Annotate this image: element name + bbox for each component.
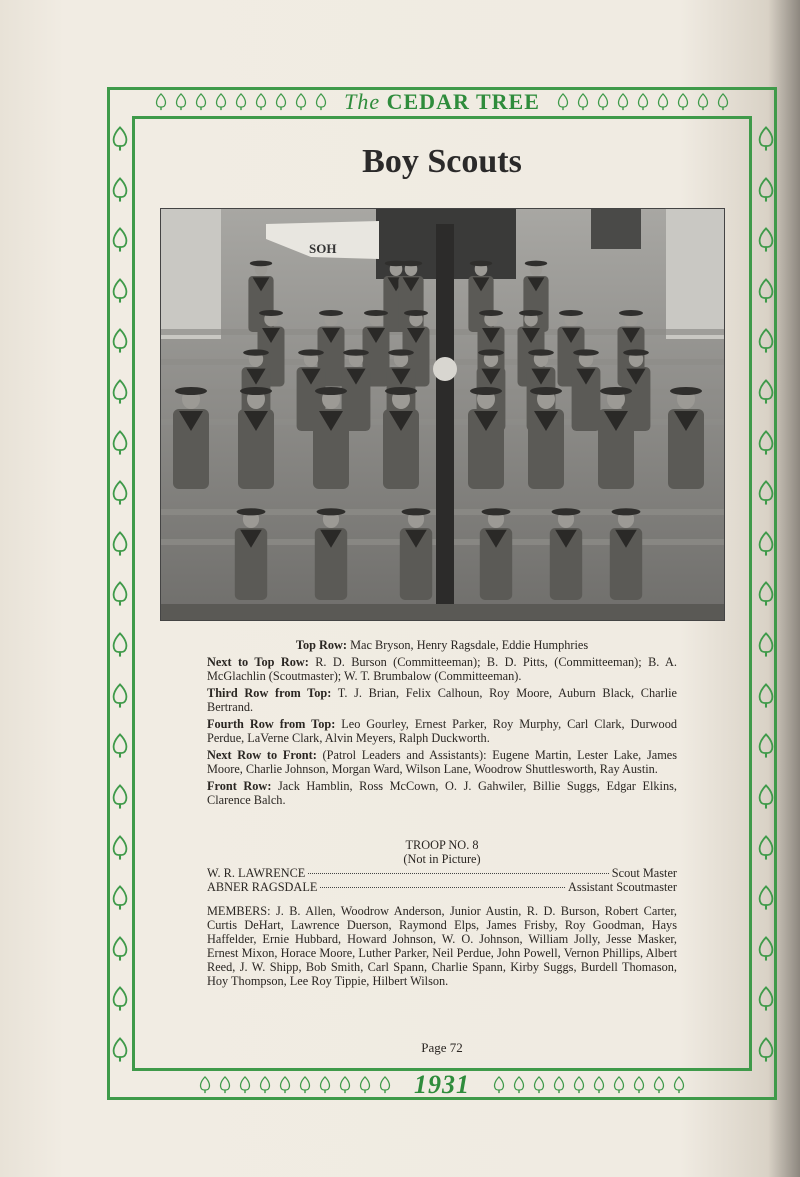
cedar-tree-icon — [238, 1076, 252, 1094]
footer-trees-right — [492, 1076, 686, 1094]
cedar-tree-icon — [757, 780, 775, 814]
cedar-tree-icon — [111, 932, 129, 966]
cedar-tree-icon — [111, 476, 129, 510]
cedar-tree-icon — [111, 679, 129, 713]
cedar-tree-icon — [258, 1076, 272, 1094]
cedar-tree-icon — [632, 1076, 646, 1094]
caption-text: (Patrol Leaders and Assistants): Eugene Martin, Lester Lake, James Moore, Charlie Johnson, Morgan Ward, Wilson Lane, Woodrow Shuttlesworth, Ray Austin. — [207, 748, 677, 776]
group-photo-image — [161, 209, 725, 621]
cedar-tree-icon — [757, 426, 775, 460]
cedar-tree-icon — [298, 1076, 312, 1094]
caption-row — [207, 686, 677, 714]
masthead-name: CEDAR TREE — [386, 89, 540, 114]
cedar-tree-icon — [492, 1076, 506, 1094]
cedar-tree-icon — [757, 729, 775, 763]
year: 1931 — [414, 1070, 470, 1099]
masthead-band — [112, 90, 772, 114]
caption-label: Next to Top Row: — [207, 655, 309, 669]
members-list: MEMBERS: J. B. Allen, Woodrow Anderson, Junior Austin, R. D. Burson, Robert Carter, Curtis DeHart, Lawrence Duerson, Raymond Elps, James Frisby, Roy Goodman, Hays Haffelder, Ernie Hubbard, Howard Johnson, W. O. Johnson, William Jolly, Jesse Masker, Ernest Mixon, Horace Moore, Luther Parker, Neil Perdue, John Powell, Vernon Phillips, Albert Reed, J. W. Shipp, Bob Smith, Carl Spann, Charlie Spann, Kirby Suggs, Burdell Thomason, Hoy Thompson, Lee Roy Tippie, Hilbert Wilson. — [207, 904, 677, 988]
troop-heading: TROOP NO. 8 — [405, 838, 479, 852]
cedar-tree-icon — [111, 780, 129, 814]
caption-text: Jack Hamblin, Ross McCown, O. J. Gahwiler, Billie Suggs, Edgar Elkins, Clarence Balch. — [207, 779, 677, 807]
caption-text: T. J. Brian, Felix Calhoun, Roy Moore, Auburn Black, Charlie Bertrand. — [207, 686, 677, 714]
caption-label: Front Row: — [207, 779, 272, 793]
cedar-tree-icon — [532, 1076, 546, 1094]
cedar-tree-icon — [757, 375, 775, 409]
caption-row — [207, 779, 677, 807]
footer-trees-left — [198, 1076, 392, 1094]
cedar-tree-icon — [111, 1033, 129, 1067]
cedar-tree-icon — [111, 274, 129, 308]
cedar-tree-icon — [612, 1076, 626, 1094]
cedar-tree-icon — [234, 93, 248, 111]
cedar-tree-icon — [111, 577, 129, 611]
dot-leader — [320, 887, 565, 888]
cedar-tree-icon — [652, 1076, 666, 1094]
cedar-tree-icon — [757, 274, 775, 308]
cedar-tree-icon — [194, 93, 208, 111]
cedar-tree-icon — [111, 881, 129, 915]
cedar-tree-icon — [757, 831, 775, 865]
cedar-tree-icon — [757, 982, 775, 1016]
cedar-tree-icon — [636, 93, 650, 111]
caption-label: Top Row: — [295, 638, 348, 652]
cedar-tree-icon — [757, 223, 775, 257]
cedar-tree-icon — [656, 93, 670, 111]
caption-label: Fourth Row from Top: — [207, 717, 336, 731]
cedar-tree-icon — [111, 324, 129, 358]
cedar-tree-icon — [696, 93, 710, 111]
cedar-tree-icon — [592, 1076, 606, 1094]
cedar-tree-icon — [556, 93, 570, 111]
cedar-tree-icon — [111, 729, 129, 763]
cedar-tree-icon — [757, 881, 775, 915]
cedar-tree-icon — [757, 932, 775, 966]
cedar-tree-icon — [672, 1076, 686, 1094]
page-number: Page 72 — [421, 1040, 463, 1055]
caption-block — [207, 638, 677, 810]
cedar-tree-icon — [757, 122, 775, 156]
masthead-trees-left — [154, 93, 328, 111]
footer-band — [112, 1072, 772, 1098]
cedar-tree-icon — [576, 93, 590, 111]
leader-name: ABNER RAGSDALE — [207, 880, 318, 894]
cedar-tree-icon — [757, 1033, 775, 1067]
cedar-tree-icon — [338, 1076, 352, 1094]
cedar-tree-icon — [318, 1076, 332, 1094]
cedar-tree-icon — [552, 1076, 566, 1094]
cedar-tree-icon — [294, 93, 308, 111]
dot-leader — [308, 873, 608, 874]
leader-role: Scout Master — [611, 866, 677, 880]
caption-label: Next Row to Front: — [207, 748, 317, 762]
caption-row — [207, 655, 677, 683]
cedar-tree-icon — [111, 527, 129, 561]
troop-block — [207, 838, 677, 991]
masthead-title — [344, 89, 540, 115]
cedar-tree-icon — [278, 1076, 292, 1094]
cedar-tree-icon — [174, 93, 188, 111]
cedar-tree-icon — [616, 93, 630, 111]
cedar-tree-icon — [676, 93, 690, 111]
caption-row-top — [207, 638, 677, 652]
cedar-tree-icon — [111, 982, 129, 1016]
cedar-tree-icon — [757, 527, 775, 561]
cedar-tree-icon — [111, 173, 129, 207]
cedar-tree-icon — [378, 1076, 392, 1094]
caption-text: Leo Gourley, Ernest Parker, Roy Murphy, Carl Clark, Durwood Perdue, LaVerne Clark, Alvin Meyers, Ralph Duckworth. — [207, 717, 677, 745]
masthead-trees-right — [556, 93, 730, 111]
cedar-tree-icon — [572, 1076, 586, 1094]
banner-text: SOH — [309, 241, 337, 256]
cedar-tree-icon — [757, 476, 775, 510]
right-border-trees — [755, 122, 777, 1067]
cedar-tree-icon — [757, 628, 775, 662]
cedar-tree-icon — [111, 426, 129, 460]
caption-text: R. D. Burson (Committeeman); B. D. Pitts, (Committeeman); B. A. McGlachlin (Scoutmaster); W. T. Brumbalow (Committeeman). — [207, 655, 678, 683]
cedar-tree-icon — [716, 93, 730, 111]
cedar-tree-icon — [214, 93, 228, 111]
cedar-tree-icon — [757, 577, 775, 611]
cedar-tree-icon — [111, 122, 129, 156]
cedar-tree-icon — [111, 375, 129, 409]
cedar-tree-icon — [274, 93, 288, 111]
cedar-tree-icon — [757, 324, 775, 358]
page-title: Boy Scouts — [362, 143, 522, 180]
caption-text: Mac Bryson, Henry Ragsdale, Eddie Humphries — [347, 638, 589, 652]
cedar-tree-icon — [111, 628, 129, 662]
caption-row — [207, 748, 677, 776]
cedar-tree-icon — [111, 223, 129, 257]
left-border-trees — [109, 122, 131, 1067]
masthead-the: The — [344, 89, 381, 114]
leader-row — [207, 880, 677, 894]
cedar-tree-icon — [254, 93, 268, 111]
leader-row — [207, 866, 677, 880]
cedar-tree-icon — [111, 831, 129, 865]
caption-label: Third Row from Top: — [207, 686, 332, 700]
cedar-tree-icon — [154, 93, 168, 111]
cedar-tree-icon — [314, 93, 328, 111]
leader-role: Assistant Scoutmaster — [568, 880, 677, 894]
cedar-tree-icon — [198, 1076, 212, 1094]
troop-note: (Not in Picture) — [403, 852, 481, 866]
cedar-tree-icon — [218, 1076, 232, 1094]
cedar-tree-icon — [358, 1076, 372, 1094]
cedar-tree-icon — [512, 1076, 526, 1094]
leader-name: W. R. LAWRENCE — [207, 866, 306, 880]
caption-row — [207, 717, 677, 745]
cedar-tree-icon — [757, 173, 775, 207]
group-photo — [160, 208, 725, 621]
cedar-tree-icon — [757, 679, 775, 713]
cedar-tree-icon — [596, 93, 610, 111]
